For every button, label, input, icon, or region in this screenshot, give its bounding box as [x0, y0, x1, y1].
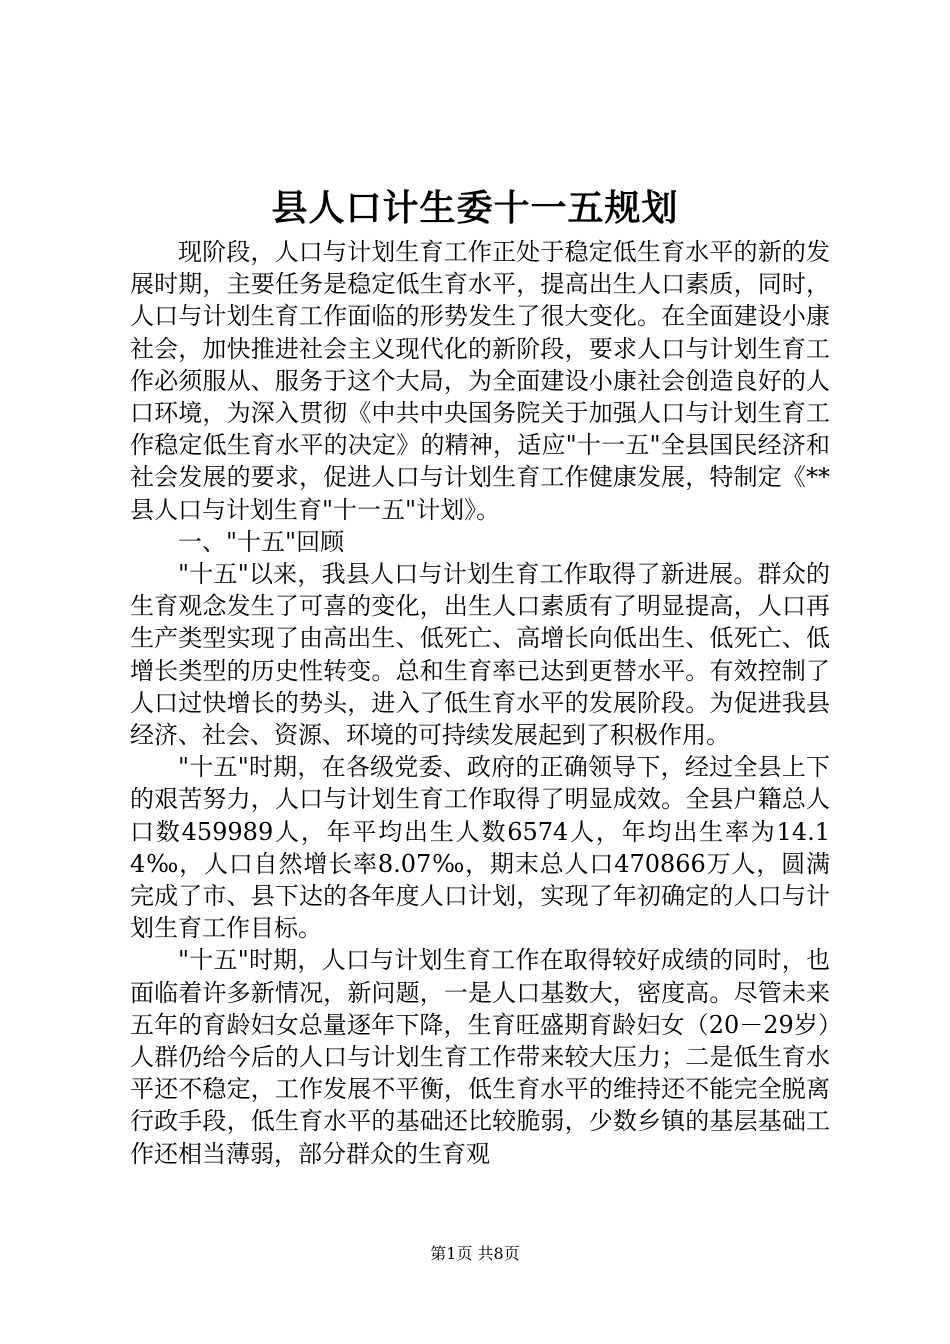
paragraph-challenges: "十五"时期，人口与计划生育工作在取得较好成绩的同时，也面临着许多新情况，新问题，一是人口基数大，密度高。尽管未来五年的育龄妇女总量逐年下降，生育旺盛期育龄妇女（20－29岁）人群仍给今后的人口与计划生育工作带来较大压力；二是低生育水平还不稳定，工作发展不平衡，低生育水平的维持还不能完全脱离行政手段，低生育水平的基础还比较脆弱，少数乡镇的基层基础工作还相当薄弱，部分群众的生育观 [130, 946, 830, 1168]
paragraph-progress: "十五"以来，我县人口与计划生育工作取得了新进展。群众的生育观念发生了可喜的变化，出生人口素质有了明显提高，人口再生产类型实现了由高出生、低死亡、高增长向低出生、低死亡、低增长类型的历史性转变。总和生育率已达到更替水平。有效控制了人口过快增长的势头，进入了低生育水平的发展阶段。为促进我县经济、社会、资源、环境的可持续发展起到了积极作用。 [130, 560, 830, 750]
section-heading-review: 一、"十五"回顾 [178, 527, 345, 556]
paragraph-intro: 现阶段，人口与计划生育工作正处于稳定低生育水平的新的发展时期，主要任务是稳定低生育水平，提高出生人口素质，同时，人口与计划生育工作面临的形势发生了很大变化。在全面建设小康社会，加快推进社会主义现代化的新阶段，要求人口与计划生育工作必须服从、服务于这个大局，为全面建设小康社会创造良好的人口环境，为深入贯彻《中共中央国务院关于加强人口与计划生育工作稳定低生育水平的决定》的精神，适应"十一五"全县国民经济和社会发展的要求，促进人口与计划生育工作健康发展，特制定《**县人口与计划生育"十一五"计划》。 [130, 238, 830, 524]
paragraph-achievements: "十五"时期，在各级党委、政府的正确领导下，经过全县上下的艰苦努力，人口与计划生育工作取得了明显成效。全县户籍总人口数459989人，年平均出生人数6574人，年均出生率为14.14‰，人口自然增长率8.07‰，期末总人口470866万人，圆满完成了市、县下达的各年度人口计划，实现了年初确定的人口与计划生育工作目标。 [130, 753, 830, 943]
document-body [130, 236, 830, 1170]
page-footer: 第1页 共8页 [430, 1244, 520, 1263]
document-title: 县人口计生委十一五规划 [271, 187, 679, 229]
